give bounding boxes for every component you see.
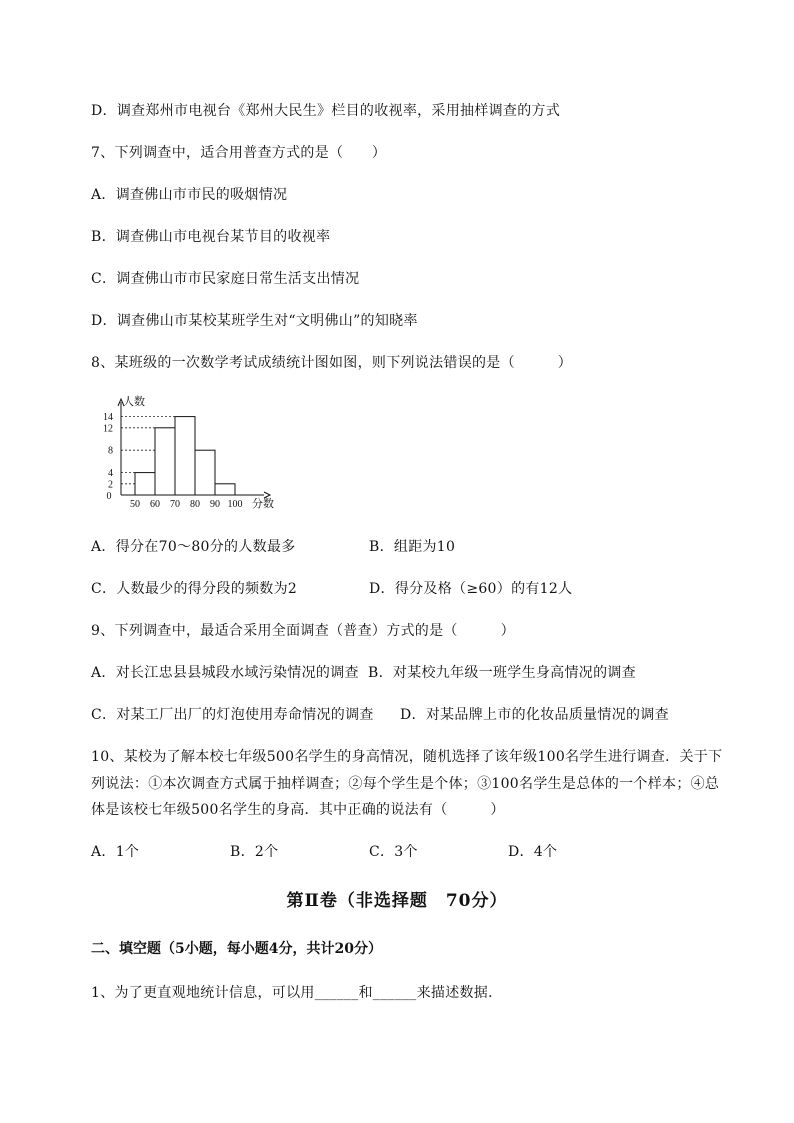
q10-option-d: D．4个 xyxy=(508,844,558,860)
q9-option-a: A．对长江忠县县城段水域污染情况的调查 xyxy=(91,665,359,681)
q8-stem: 8、某班级的一次数学考试成绩统计图如图，则下列说法错误的是（ ） xyxy=(91,355,573,371)
histogram-bar-50-60 xyxy=(135,473,155,495)
y-tick-label: 4 xyxy=(108,468,113,480)
x-tick-label: 100 xyxy=(227,499,243,510)
q10-stem-line2: 列说法：①本次调查方式属于抽样调查；②每个学生是个体；③100名学生是总体的一个样本；④总 xyxy=(91,776,720,792)
x-tick-label: 90 xyxy=(210,499,220,510)
y-tick-label: 14 xyxy=(103,412,113,424)
x-tick-label: 60 xyxy=(150,499,160,510)
y-tick-label: 12 xyxy=(103,423,113,435)
histogram-bar-90-100 xyxy=(215,484,235,495)
fill-in-q1: 1、为了更直观地统计信息，可以用______和______来描述数据． xyxy=(91,985,503,1001)
q9-option-b: B．对某校九年级一班学生身高情况的调查 xyxy=(368,665,636,681)
q7-stem: 7、下列调查中，适合用普查方式的是（ ） xyxy=(91,145,387,161)
q6-option-d: D．调查郑州市电视台《郑州大民生》栏目的收视率，采用抽样调查的方式 xyxy=(91,103,561,119)
x-tick-label: 70 xyxy=(170,499,180,510)
q9-stem: 9、下列调查中，最适合采用全面调查（普查）方式的是（ ） xyxy=(91,623,515,639)
q8-option-b: B．组距为10 xyxy=(369,539,456,555)
histogram-bar-80-90 xyxy=(195,450,215,495)
score-histogram xyxy=(92,394,282,514)
y-tick-label: 2 xyxy=(108,479,113,491)
q7-option-b: B．调查佛山市电视台某节目的收视率 xyxy=(91,229,331,245)
q10-stem-line1: 10、某校为了解本校七年级500名学生的身高情况，随机选择了该年级100名学生进行调查．关于下 xyxy=(91,749,723,765)
q9-option-c: C．对某工厂出厂的灯泡使用寿命情况的调查 xyxy=(91,707,374,723)
fill-in-section-heading: 二、填空题（5小题，每小题4分，共计20分） xyxy=(91,941,382,957)
q10-stem-line3: 体是该校七年级500名学生的身高．其中正确的说法有（ ） xyxy=(91,802,505,818)
x-tick-label: 0 xyxy=(106,491,112,502)
q10-option-b: B．2个 xyxy=(230,844,279,860)
histogram-bar-60-70 xyxy=(155,428,175,495)
x-tick-label: 50 xyxy=(130,499,140,510)
q9-option-d: D．对某品牌上市的化妆品质量情况的调查 xyxy=(400,707,669,723)
q7-option-a: A．调查佛山市市民的吸烟情况 xyxy=(91,187,288,203)
q8-option-d: D．得分及格（≥60）的有12人 xyxy=(369,581,573,597)
q7-option-d: D．调查佛山市某校某班学生对“文明佛山”的知晓率 xyxy=(91,313,418,329)
q8-option-a: A．得分在70～80分的人数最多 xyxy=(91,539,296,555)
q10-option-c: C．3个 xyxy=(369,844,418,860)
q10-option-a: A．1个 xyxy=(91,844,140,860)
y-tick-label: 8 xyxy=(108,445,113,457)
histogram-bar-70-80 xyxy=(175,417,195,495)
part2-title: 第Ⅱ卷（非选择题 70分） xyxy=(286,891,508,911)
q7-option-c: C．调查佛山市市民家庭日常生活支出情况 xyxy=(91,271,360,287)
x-axis-label: 分数 xyxy=(252,497,274,510)
y-axis-label: 人数 xyxy=(123,395,145,408)
x-tick-label: 80 xyxy=(190,499,200,510)
q8-option-c: C．人数最少的得分段的频数为2 xyxy=(91,581,298,597)
